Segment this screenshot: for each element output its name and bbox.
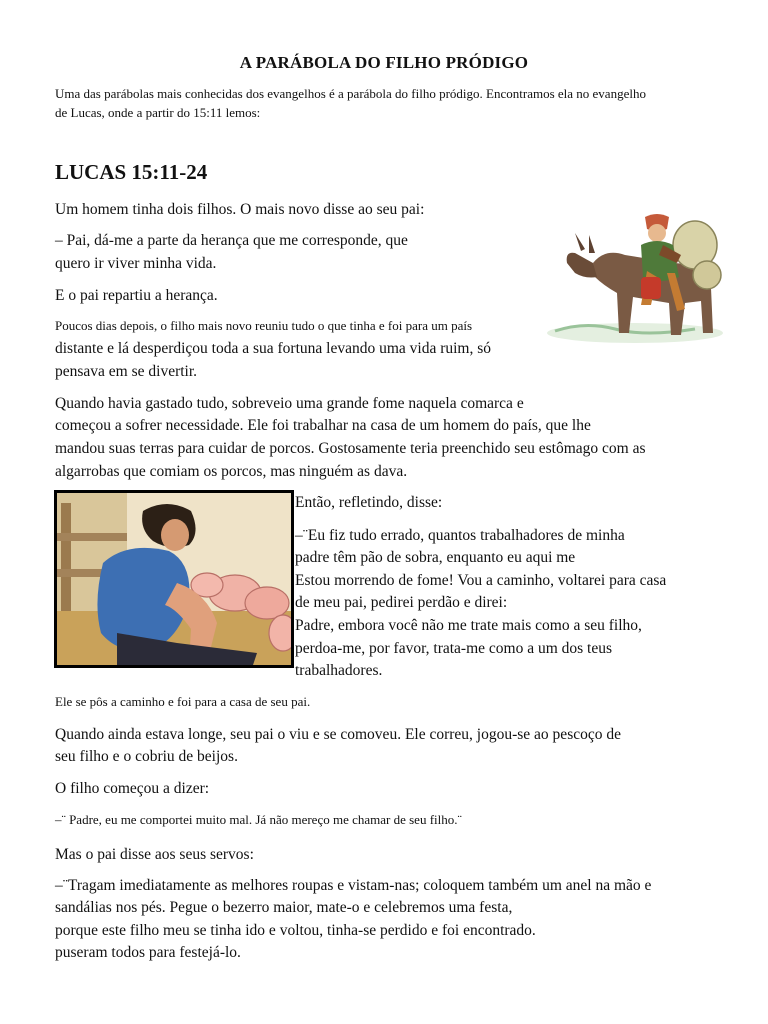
paragraph-2-line-1: – Pai, dá-me a parte da herança que me corresponde, que bbox=[55, 232, 408, 249]
paragraph-7-line-3: Estou morrendo de fome! Vou a caminho, voltarei para casa bbox=[295, 572, 667, 589]
traveler-on-donkey-illustration bbox=[545, 193, 723, 345]
paragraph-5-line-4: algarrobas que comiam os porcos, mas ninguém as dava. bbox=[55, 463, 408, 480]
paragraph-12: Mas o pai disse aos seus servos: bbox=[55, 846, 254, 863]
paragraph-5-line-3: mandou suas terras para cuidar de porcos. Gostosamente teria preenchido seu estômago com as bbox=[55, 440, 646, 457]
paragraph-11: –¨ Padre, eu me comportei muito mal. Já não mereço me chamar de seu filho.¨ bbox=[55, 812, 462, 827]
paragraph-8: Ele se pôs a caminho e foi para a casa de seu pai. bbox=[55, 694, 311, 709]
paragraph-13-line-3: porque este filho meu se tinha ido e voltou, tinha-se perdido e foi encontrado. bbox=[55, 922, 536, 939]
paragraph-7-line-5: Padre, embora você não me trate mais como a seu filho, bbox=[295, 617, 642, 634]
paragraph-7-line-6: perdoa-me, por favor, trata-me como a um dos teus bbox=[295, 640, 613, 657]
paragraph-1: Um homem tinha dois filhos. O mais novo disse ao seu pai: bbox=[55, 201, 425, 218]
paragraph-9-line-1: Quando ainda estava longe, seu pai o viu e se comoveu. Ele correu, jogou-se ao pescoço de bbox=[55, 726, 621, 743]
paragraph-13-line-1: –¨Tragam imediatamente as melhores roupas e vistam-nas; coloquem também um anel na mão e bbox=[55, 877, 652, 894]
paragraph-7-line-2: padre têm pão de sobra, enquanto eu aqui me bbox=[295, 549, 576, 566]
paragraph-7-line-1: –¨Eu fiz tudo errado, quantos trabalhadores de minha bbox=[295, 527, 625, 544]
paragraph-3: E o pai repartiu a herança. bbox=[55, 287, 218, 304]
section-heading: LUCAS 15:11-24 bbox=[55, 160, 208, 184]
document-title: A PARÁBOLA DO FILHO PRÓDIGO bbox=[239, 53, 529, 72]
paragraph-5-line-2: começou a sofrer necessidade. Ele foi trabalhar na casa de um homem do país, que lhe bbox=[55, 417, 591, 434]
intro-line-1: Uma das parábolas mais conhecidas dos evangelhos é a parábola do filho pródigo. Encontramos ela no evangelho bbox=[55, 86, 646, 101]
paragraph-4-line-1: Poucos dias depois, o filho mais novo reuniu tudo o que tinha e foi para um país bbox=[55, 318, 473, 333]
paragraph-6: Então, refletindo, disse: bbox=[295, 494, 443, 511]
intro-line-2: de Lucas, onde a partir do 15:11 lemos: bbox=[55, 105, 261, 120]
paragraph-2-line-2: quero ir viver minha vida. bbox=[55, 255, 217, 272]
paragraph-13-line-4: puseram todos para festejá-lo. bbox=[55, 944, 241, 961]
prodigal-son-with-pigs-illustration bbox=[54, 490, 294, 668]
paragraph-5-line-1: Quando havia gastado tudo, sobreveio uma grande fome naquela comarca e bbox=[55, 395, 524, 412]
paragraph-7-line-7: trabalhadores. bbox=[295, 662, 383, 679]
paragraph-4-line-3: pensava em se divertir. bbox=[55, 363, 198, 380]
paragraph-4-line-2: distante e lá desperdiçou toda a sua fortuna levando uma vida ruim, só bbox=[55, 340, 492, 357]
paragraph-10: O filho começou a dizer: bbox=[55, 780, 210, 797]
paragraph-9-line-2: seu filho e o cobriu de beijos. bbox=[55, 748, 238, 765]
paragraph-13-line-2: sandálias nos pés. Pegue o bezerro maior, mate-o e celebremos uma festa, bbox=[55, 899, 513, 916]
paragraph-7-line-4: de meu pai, pedirei perdão e direi: bbox=[295, 594, 508, 611]
